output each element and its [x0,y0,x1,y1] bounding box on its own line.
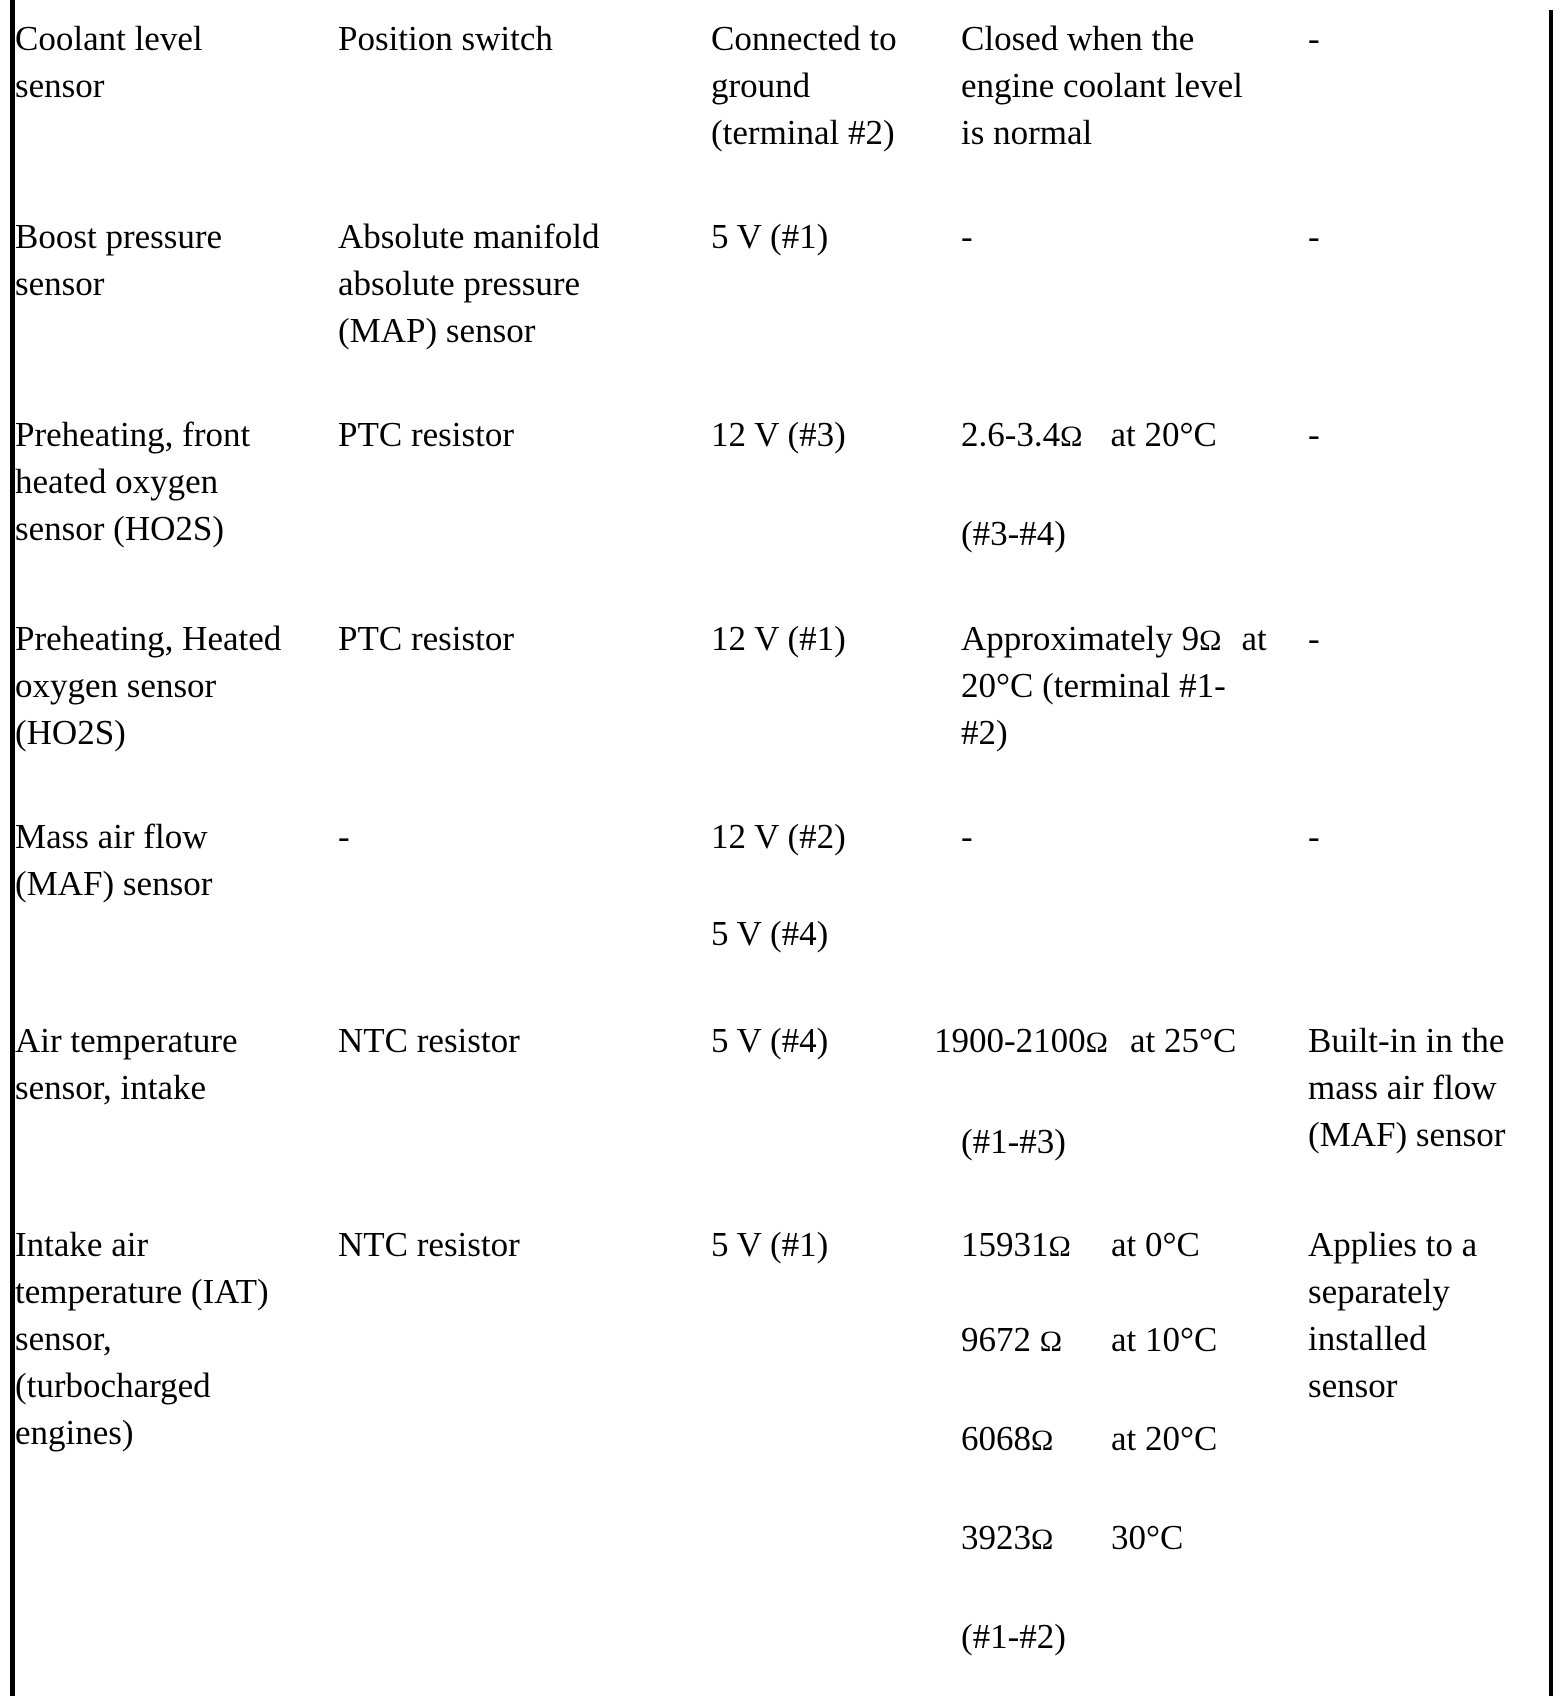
note-line: - [1308,217,1320,256]
type-cell [338,411,514,458]
type-cell [338,615,514,662]
type-line: PTC resistor [338,619,514,658]
component-line: engines) [15,1413,134,1452]
note-cell [1308,15,1320,62]
temperature-condition: at 20°C [1111,1419,1218,1458]
supply-line: (terminal #2) [711,113,895,152]
temperature-condition: 30°C [1111,1518,1184,1557]
component-cell [15,15,203,109]
component-line: Coolant level [15,19,203,58]
note-line: Built-in in the [1308,1021,1505,1060]
supply-cell [711,1017,828,1064]
note-line: Applies to a [1308,1225,1478,1264]
supply-line: 12 V (#3) [711,415,846,454]
value-line: is normal [961,113,1093,152]
terminal-line: (#1-#2) [961,1617,1066,1656]
component-line: (turbocharged [15,1366,211,1405]
resistance-value: 9672 [961,1320,1040,1359]
note-line: separately [1308,1272,1450,1311]
measurement-line [961,1415,1218,1462]
ohm-unit: Ω [1031,1523,1054,1556]
note-line: - [1308,619,1320,658]
component-line: (HO2S) [15,713,126,752]
type-line: Absolute manifold [338,217,600,256]
value-cell [961,813,973,860]
component-line: Preheating, front [15,415,251,454]
at-word: at [1241,619,1267,658]
component-line: sensor, intake [15,1068,207,1107]
resistance-value: 3923 [961,1518,1031,1557]
note-line: sensor [1308,1366,1398,1405]
resistance-value: 1900-2100 [934,1021,1086,1060]
component-line: Boost pressure [15,217,223,256]
type-line: PTC resistor [338,415,514,454]
measurement-line [961,1316,1218,1363]
resistance-value: 2.6-3.4 [961,415,1061,454]
type-line: (MAP) sensor [338,311,536,350]
note-line: mass air flow [1308,1068,1497,1107]
type-line: Position switch [338,19,553,58]
note-cell [1308,615,1320,662]
component-cell [15,813,212,907]
type-cell [338,213,600,354]
supply-line: 12 V (#1) [711,619,846,658]
value-line [961,411,1217,458]
supply-line: 5 V (#1) [711,1225,829,1264]
note-cell [1308,1017,1505,1158]
type-cell [338,813,350,860]
value-line: - [961,217,973,256]
value-cell [961,411,1217,557]
note-line: - [1308,19,1320,58]
supply-line: 5 V (#1) [711,217,829,256]
value-cell [961,615,1267,756]
value-cell [961,213,973,260]
supply-line: Connected to [711,19,897,58]
type-line: NTC resistor [338,1021,520,1060]
note-line: - [1308,817,1320,856]
temperature-condition: at 25°C [1129,1021,1237,1060]
terminal-line: (#1-#3) [961,1122,1066,1161]
temperature-condition: at 10°C [1111,1320,1218,1359]
supply-line: 5 V (#4) [711,914,829,953]
component-line: sensor [15,66,105,105]
component-cell [15,1017,238,1111]
ohm-unit: Ω [1039,1325,1063,1358]
supply-line: 12 V (#2) [711,817,846,856]
type-line: absolute pressure [338,264,581,303]
ohm-unit: Ω [1031,1424,1054,1457]
ohm-unit: Ω [1048,1230,1071,1263]
component-line: Mass air flow [15,817,208,856]
ohm-unit: Ω [1199,624,1222,657]
type-line: NTC resistor [338,1225,520,1264]
supply-cell [711,813,846,957]
component-line: sensor [15,264,105,303]
note-line: - [1308,415,1320,454]
supply-line: ground [711,66,811,105]
note-cell [1308,411,1320,458]
component-line: temperature (IAT) [15,1272,269,1311]
component-line: oxygen sensor [15,666,217,705]
note-cell [1308,213,1320,260]
component-cell [15,1221,269,1456]
type-line: - [338,817,350,856]
measurement-line [961,1514,1184,1561]
supply-cell [711,615,846,662]
component-line: Air temperature [15,1021,238,1060]
ohm-unit: Ω [1085,1026,1108,1059]
value-cell [961,15,1243,156]
note-line: (MAF) sensor [1308,1115,1506,1154]
component-line: sensor, [15,1319,112,1358]
value-line: Closed when the [961,19,1195,58]
value-line: - [961,817,973,856]
type-cell [338,1017,520,1064]
value-line: #2) [961,713,1008,752]
value-cell [934,1017,1236,1165]
supply-cell [711,213,828,260]
component-line: heated oxygen [15,462,219,501]
supply-cell [711,1221,828,1268]
table-right-border [1549,10,1553,1696]
value-line [961,615,1267,662]
component-line: sensor (HO2S) [15,509,225,548]
resistance-value: Approximately 9 [961,619,1200,658]
temperature-condition: at 0°C [1111,1225,1200,1264]
component-cell [15,411,250,552]
resistance-value: 15931 [961,1225,1049,1264]
value-line [934,1017,1236,1064]
component-line: (MAF) sensor [15,864,213,903]
component-cell [15,213,222,307]
note-cell [1308,813,1320,860]
component-line: Intake air [15,1225,149,1264]
type-cell [338,15,553,62]
value-cell [961,1221,1218,1660]
supply-cell [711,15,897,156]
terminal-line: (#3-#4) [961,514,1066,553]
supply-cell [711,411,846,458]
resistance-value: 6068 [961,1419,1031,1458]
note-line: installed [1308,1319,1427,1358]
note-cell [1308,1221,1477,1409]
component-cell [15,615,281,756]
value-line: engine coolant level [961,66,1243,105]
value-line: 20°C (terminal #1- [961,666,1226,705]
supply-line: 5 V (#4) [711,1021,829,1060]
measurement-line [961,1221,1200,1268]
type-cell [338,1221,520,1268]
temperature-condition: at 20°C [1110,415,1217,454]
ohm-unit: Ω [1060,420,1083,453]
component-line: Preheating, Heated [15,619,282,658]
